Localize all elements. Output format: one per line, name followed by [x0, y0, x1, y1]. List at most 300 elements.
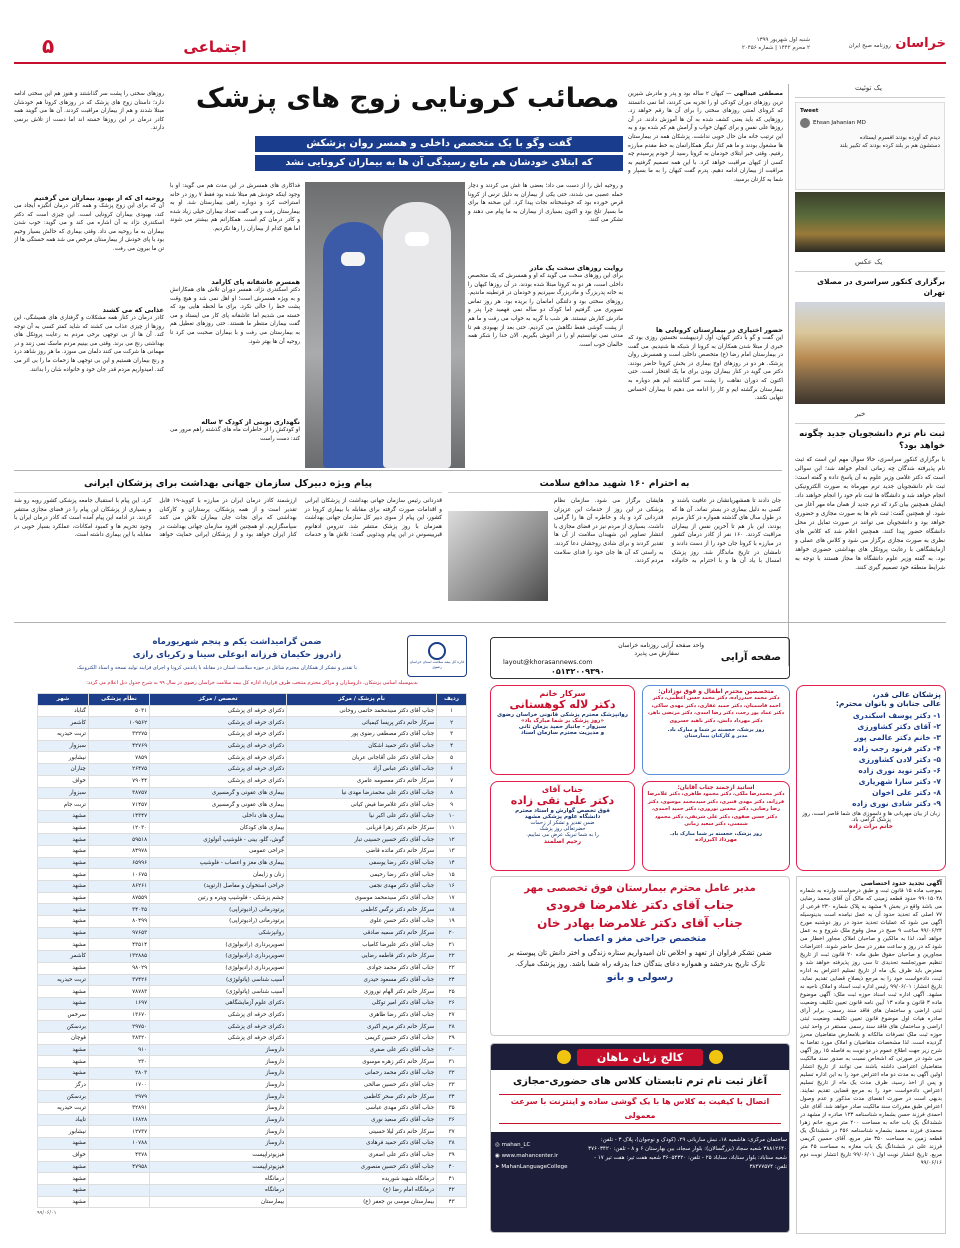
ad5-name: ۶- دکتر نوید نوری زاده [858, 766, 941, 775]
table-cell: ۱۰۷۸۸ [88, 1138, 149, 1150]
ad6-line3: جناب آقای دکتر غلامرضا بهادر خان [537, 916, 743, 930]
table-row [38, 962, 467, 974]
col4c-body: کادر درمان در کنار همه مشکلات و گرفتاری های همیشگی، این روزها از چیزی عذاب می کشند که شاید کمتر کسی به آن توجه کند. آن ها از بی توجهی برخی مردم به رعایت پروتکل های بهداشتی رنج می برند. وقتی می بینیم مردم ماسک نمی زنند و در مهمانی ها شرکت می کنند دلمان می سوزد. ما هر روز شاهد درد و رنج بیماران هستیم و این بی توجهی ها زحمات ما را بی اثر می کند. امیدواریم مردم قدر جان خود و خانواده شان را بدانند. [14, 315, 164, 373]
tweet-label: یک توئیت [795, 84, 945, 98]
table-cell: جناب آقای دکتر محمد جوادی [287, 962, 437, 974]
table-cell: نیشابور [38, 752, 89, 764]
table-cell: جناب آقای دکتر مسعود حیدری [287, 974, 437, 986]
mahan-brand: کالج زبان ماهان [577, 1049, 703, 1066]
article-title: مصائب کرونایی زوج های پزشک [195, 83, 620, 114]
ad4-body: دکتر محمدرضا ملکی، دکتر محمود طاهری، دکتر غلامرضا فرزانه، دکتر مهدی قنبری، دکتر سیدمحمد موسوی، دکتر رضا رضایی، دکتر محسن نوروزی، دکتر حمید احمدی، دکتر حسن صفوی، دکتر علی شریفی، دکتر محمود شمسی، دکتر سعید زمانی [647, 791, 785, 827]
table-header-cell: شهر [38, 694, 89, 706]
table-row [38, 904, 467, 916]
ad5-name: ۲- آقای دکتر کشاورزی [857, 722, 941, 731]
table-cell: ۳۷۴۲۶ [88, 974, 149, 986]
instagram-icon: ◎ [495, 1142, 502, 1148]
table-cell: سرکار خانم دکتر فاطمه رضایی [287, 951, 437, 963]
table-cell: ۲۱ [437, 939, 467, 951]
table-cell: ۳۲۸۹۱ [88, 1103, 149, 1115]
table-cell: درمانگاه [150, 1173, 287, 1185]
table-row [38, 729, 467, 741]
table-cell: تصویربرداری (رادیولوژی) [150, 951, 287, 963]
table-cell: سرکار خانم دکتر مریم اکبری [287, 1021, 437, 1033]
table-cell: جناب آقای دکتر عباس آزاد [287, 764, 437, 776]
table-header-cell: نام پزشک / مرکز [287, 694, 437, 706]
layout-ad-text-1: واحد صفحه آرایی روزنامه خراسان [618, 642, 704, 649]
table-cell: ۱۲۰۳۰ [88, 822, 149, 834]
table-row [38, 881, 467, 893]
ad3-line3: فوق تخصص گوارش و استاد محترم [515, 808, 610, 814]
table-cell: ۲۲ [437, 951, 467, 963]
table-cell: چناران [38, 764, 89, 776]
mask-2 [405, 232, 429, 246]
table-cell: ۳۸۳۲۰ [88, 1032, 149, 1044]
news-title: ثبت نام ترم دانشجویان جدید چگونه خواهد بود؟ [799, 429, 945, 451]
news-label: خبر [795, 410, 945, 424]
ad4-title: اساتید ارجمند جناب آقایان: [677, 785, 755, 791]
ad5-title-2: عالی جنابان و بانوان محترم: [835, 699, 941, 708]
table-cell: سرکار خانم دکتر لیلا حسینی [287, 1126, 437, 1138]
ad1-line6: و مدیریت محترم سازمان اسناد [520, 730, 605, 736]
table-cell: ۱۴ [437, 857, 467, 869]
table-cell: داروساز [150, 1056, 287, 1068]
layout-ad-phone: ۰۵۱۳۲۰۰۹۳۹۰ [551, 667, 605, 676]
photo-label: یک عکس [795, 258, 945, 272]
heading-1: حضور اختیاری در بیمارستان کرونایی ها [655, 326, 783, 334]
ad5-name: ۴- دکتر فرنود رجب زاده [853, 744, 941, 753]
table-cell: ۳۸ [437, 1138, 467, 1150]
table-cell: جناب آقای دکتر رضا طاهری [287, 1009, 437, 1021]
news-box-who [14, 476, 442, 614]
date-line-2: ۲ محرم ۱۴۴۲ | شماره ۲۰۴۵۶ [741, 45, 810, 51]
tweet-author [800, 118, 940, 128]
mahan-contact [491, 1132, 790, 1232]
table-cell: بردسکن [38, 1021, 89, 1033]
table-row [38, 717, 467, 729]
table-row [38, 1161, 467, 1173]
table-cell: دکترای حرفه ای پزشکی [150, 717, 287, 729]
table-cell: ۱۹ [437, 916, 467, 928]
ad3-line4: دانشگاه علوم پزشکی مشهد [524, 814, 601, 820]
table-cell: تربت جام [38, 799, 89, 811]
table-cell: ۲۶ [437, 997, 467, 1009]
table-cell: ۶۵۹۹۶ [88, 857, 149, 869]
table-cell: قوچان [38, 1032, 89, 1044]
table-header-cell: ردیف [437, 694, 467, 706]
table-cell: سرکار خانم دکتر زهرا قربانی [287, 822, 437, 834]
table-cell: ۲۴ [437, 974, 467, 986]
table-row [38, 1079, 467, 1091]
table-cell: مشهد [38, 881, 89, 893]
table-footer-code: ۹۹/۰۶/۰۱ [37, 1210, 57, 1217]
table-cell: جناب آقای دکتر حمید فرهادی [287, 1138, 437, 1150]
table-cell: ۳۳ [437, 1079, 467, 1091]
martyrs-photo [448, 511, 548, 601]
table-cell: داروساز [150, 1068, 287, 1080]
ad5-sign: خانم برات زاده [849, 823, 893, 830]
table-cell: جناب آقای دکتر سیدمحمد موسوی [287, 892, 437, 904]
table-row [38, 1103, 467, 1115]
news-box-martyrs [448, 476, 781, 614]
table-cell: ۲۶۴۷۵ [88, 764, 149, 776]
table-cell: ۴۷۹۵۸ [88, 1161, 149, 1173]
table-row [38, 916, 467, 928]
date-line: شنبه اول شهریور ۱۳۹۹ [756, 37, 810, 43]
table-cell: ۲۹ [437, 1032, 467, 1044]
tweet-card [795, 102, 945, 190]
layout-ad-title: صفحه آرایی [720, 652, 781, 663]
ad3-line6: حضرتعالی روز پزشک [539, 826, 586, 832]
table-cell: مشهد [38, 1173, 89, 1185]
table-cell: ۴۳ [437, 1196, 467, 1208]
ad1-line3: روانپزشک محترم پزشکی قانونی خراسان رضوی [497, 712, 628, 718]
table-cell: ۱۶۸۲۸ [88, 1114, 149, 1126]
table-row [38, 939, 467, 951]
table-row [38, 1149, 467, 1161]
mahan-web-1: mahan_LC [501, 1142, 531, 1148]
table-cell: مشهد [38, 1196, 89, 1208]
table-cell: ۱۳ [437, 845, 467, 857]
col1-body: کیهان ۲ ساله بود و پدر و مادرش شیرین ترین روزهای دوران کودکی او را تجربه می کردند، اما نمی دانستند که کرونای لعنتی روزهای سختی را برای آن ها رقم خواهد زد. روزهایی که باید یعنی کشف شده به آن ها آموزش دادند. در آن روزها علی نفس و برای کیهان خواب و آرامش هم کم شده بود و به این ترتیب خانه مان حال خوبی نداشت. پزشکان همه در بیمارستان ها مشغول بودند و ما هم کنار دیگر همکارانمان به خط مقدم مبارزه رفتیم. وقتی خبر ابتلای خودمان به کرونا رسید از خودم پرسیدم چه کسی از کیهان مراقبت خواهد کرد. با این همه تصمیم گرفتیم به مراقبت از بیماران ادامه دهیم. پدرم گفت کیهان را به ما بسپار و شما به کارتان برسید. [628, 91, 783, 183]
globe-icon: ◉ [495, 1153, 502, 1159]
table-cell: مشهد [38, 1056, 89, 1068]
ad5-title: پزشکان عالی قدر، [872, 690, 941, 699]
table-cell: جناب آقای دکتر علی اصغری [287, 1149, 437, 1161]
table-cell: ۳۵ [437, 1103, 467, 1115]
table-cell: درگز [38, 1079, 89, 1091]
table-cell: ۹۷۶۵۳ [88, 927, 149, 939]
ad6-line1: مدیر عامل محترم بیمارستان فوق تخصصی مهر [524, 883, 756, 894]
table-cell: بیمارستان موسی بن جعفر (ع) [287, 1196, 437, 1208]
table-cell: جناب آقای دکتر علی آقاجانی عربان [287, 752, 437, 764]
ad-pediatrics [642, 685, 790, 775]
table-row [38, 810, 467, 822]
newspaper-name: خراسان [895, 36, 946, 51]
table-cell: گوش، گلو، بینی - فلوشیپ آتولوژی [150, 834, 287, 846]
ad5-name: ۸- دکتر علی اخوان [872, 788, 941, 797]
table-cell: سرکار خانم دکتر پریسا کیمیائی [287, 717, 437, 729]
table-cell: ۶ [437, 764, 467, 776]
table-cell: مشهد [38, 916, 89, 928]
table-row [38, 1114, 467, 1126]
table-cell: دکترای حرفه ای پزشکی [150, 705, 287, 717]
table-row [38, 1091, 467, 1103]
ad3-line2: دکتر علی تقی زاده [510, 794, 615, 807]
page-header [0, 0, 960, 70]
table-cell: جناب آقای دکتر مهدی نجفی [287, 881, 437, 893]
heading-4: روحیه ای که از بهبود بیماران می گرفتیم [33, 194, 164, 202]
table-cell: مشهد [38, 962, 89, 974]
table-row [38, 1009, 467, 1021]
table-row [38, 740, 467, 752]
col4-body: روزهای سختی را پشت سر گذاشتند و هنوز هم این سختی ادامه دارد؛ داستان زوج های پزشک که در روزهای کرونا هم خودشان مبتلا شدند و هم از بیماران مراقبت کردند. آن ها می گویند همه کادر درمان در این روزها خسته اند اما دست از تلاش برنمی دارند. [14, 91, 164, 132]
table-cell: ۷۹۰۴۴ [88, 775, 149, 787]
table-cell: پرتودرمانی (رادیوتراپی) [150, 904, 287, 916]
table-cell: داروساز [150, 1044, 287, 1056]
who-body: قدردانی رئیس سازمان جهانی بهداشت از پزشکان ایرانی و اقدامات صورت گرفته برای مقابله با بیماری کرونا در کشور، این پیام از سوی دبیر کل سازمان جهانی بهداشت همزمان با روز پزشک منتشر شد. تدروس ادهانوم قبرییسوس در این پیام ویدئویی گفت: تلاش ها و خدمات ارزشمند کادر درمان ایران در مبارزه با کووید-۱۹ قابل تقدیر است و از همه پزشکان، پرستاران و کارکنان بهداشتی که برای نجات جان بیماران تلاش می کنند سپاسگزاریم. او همچنین افزود سازمان جهانی بهداشت در کنار ایران خواهد بود و از پزشکان ایرانی حمایت خواهد کرد. این پیام با استقبال جامعه پزشکی کشور روبه رو شد و بسیاری از پزشکان این پیام را در فضای مجازی منتشر کردند. در ادامه این پیام آمده است که کادر درمان ایران با وجود تحریم ها و کمبود امکانات، عملکرد بسیار خوبی در مقابله با این بیماری داشته است. [14, 498, 442, 539]
ad-eskandari [796, 685, 946, 871]
table-row [38, 892, 467, 904]
table-cell: ۸ [437, 787, 467, 799]
exam-photo [795, 302, 945, 404]
article-photo [305, 182, 465, 468]
table-cell: جناب آقای دکتر غلامرضا فیض کیانی [287, 799, 437, 811]
table-cell: ۱۷۰۰ [88, 1079, 149, 1091]
table-cell: ۲۳ [437, 962, 467, 974]
table-cell: جناب آقای دکتر علی اکبر نیا [287, 810, 437, 822]
table-cell: ۲۳۰ [88, 1056, 149, 1068]
table-cell: سرکار خانم دکتر معصومه عامری [287, 775, 437, 787]
martyrs-title: به احترام ۱۶۰ شهید مدافع سلامت [448, 476, 781, 493]
mahan-socials [495, 1140, 585, 1173]
ad-professors [642, 781, 790, 871]
table-cell: ۸۷۵۵۹ [88, 892, 149, 904]
table-row [38, 997, 467, 1009]
table-cell: مشهد [38, 1044, 89, 1056]
table-row [38, 822, 467, 834]
table-ad-sub-2: بدینوسیله اسامی پزشکان، داروسازان و مراکز محترم منتخب طرف قرارداد اداره کل بیمه سلامت خراسان رضوی در سال ۹۹ به شرح جدول ذیل اعلام می گردد: [86, 680, 418, 686]
table-cell: جناب آقای دکتر رضا یوسفی [287, 857, 437, 869]
table-cell: خواف [38, 1149, 89, 1161]
ad3-line5: ضمن تقدیر و تشکر از زحمات [530, 820, 595, 826]
table-row [38, 857, 467, 869]
col2b-body: برای این روزهای سخت می گوید که او و همسرش که یک متخصص داخلی است، هر دو به کرونا مبتلا شده بودند. در آن روزها کیهان را به خانه پدربزرگ و مادربزرگ سپردیم و خودمان در قرنطینه ماندیم. روزهای سختی بود و دلتنگی امانمان را بریده بود. هر روز تماس تصویری می گرفتیم اما کودک دو ساله نمی فهمید چرا پدر و مادرش کنارش نیستند. هر شب با گریه به خواب می رفت و ما هم از پشت گوشی فقط نگاهش می کردیم. حتی بعد از بهبودی هم تا مدتی نمی توانستیم او را در آغوش بگیریم. الان خدا را شکر همه حالمان خوب است. [468, 273, 623, 348]
table-cell: ۱۷ [437, 892, 467, 904]
mahan-logo-icon-2 [557, 1050, 571, 1064]
col3b-body: دکتر اسکندری نژاد، همسر دوران تلاش های همکارانش و به ویژه همسرش است؛ او اهل نمی شد و هیچ وقت پشت خط را خالی نکرد. برای ما لحظه هایی بود که خسته می شدیم اما عاشقانه پای کار می ایستاد و می گفت بیماران منتظر ما هستند. حتی روزهای تعطیل هم به بیمارستان می رفت و با بیماران صحبت می کرد تا روحیه آن ها بهتر شود. [170, 287, 300, 345]
table-row [38, 1196, 467, 1208]
table-cell: مشهد [38, 997, 89, 1009]
doctors-table [37, 693, 467, 1208]
article-col-4 [14, 90, 164, 465]
table-cell: جناب آقای دکتر حسن علوی [287, 916, 437, 928]
photo-caption: برگزاری کنکور سراسری در مصلای تهران [817, 277, 945, 297]
ad2-sign: مدیر و کارکنان بیمارستان [684, 733, 748, 739]
ad3-line1: جناب آقای [541, 785, 584, 794]
ad-kouhestani [490, 685, 635, 775]
article-col-1 [628, 90, 783, 465]
table-cell: ۹۸۰۲۹ [88, 962, 149, 974]
table-cell: سرخس [38, 1009, 89, 1021]
avatar-icon [800, 118, 810, 128]
ad6-line4: متخصص جراحی مغز و اعصاب [573, 934, 707, 944]
col1-text: مصطفی عبدالهی — کیهان ۲ ساله بود و پدر و مادرش شیرین ترین روزهای دوران کودکی او را تجربه می کردند، اما نمی دانستند که کرونای لعنتی روزهای سختی را برای آن ها رقم خواهد زد. روزهایی که باید یعنی کشف شده به آن ها آموزش دادند. در آن روزها علی نفس و برای کیهان خواب و آرامش هم کم شده بود و به این ترتیب خانه مان حال خوبی نداشت. پزشکان همه در بیمارستان ها مشغول بودند و ما هم کنار دیگر همکارانمان به خط مقدم مبارزه رفتیم. وقتی خبر ابتلای خودمان به کرونا رسید از خودم پرسیدم چه کسی از کیهان مراقبت خواهد کرد. با این همه تصمیم گرفتیم به مراقبت از بیماران ادامه دهیم. پدرم گفت کیهان را به ما بسپار و شما به کارتان برسید. [628, 91, 783, 183]
table-cell: داروساز [150, 1126, 287, 1138]
layout-ad-email: layout@khorasannews.com [503, 658, 593, 666]
table-cell: ۱۳۲۸۸۵ [88, 951, 149, 963]
mahan-line2: اتصال با کیفیت به کلاس ها با یک گوشی ساده و اینترنت با سرعت معمولی [499, 1094, 781, 1124]
ad3-line7: را به شما تبریک عرض می نماییم. [526, 832, 599, 838]
table-cell: دکترای حرفه ای پزشکی [150, 1032, 287, 1044]
table-cell: ۵۹۵۱۸ [88, 834, 149, 846]
table-cell: ۱۱ [437, 822, 467, 834]
table-row [38, 764, 467, 776]
table-cell: ۳۱ [437, 1056, 467, 1068]
table-header-cell: تخصص / مرکز [150, 694, 287, 706]
ads-top-rule [14, 622, 946, 623]
mahan-logo-icon [709, 1050, 723, 1064]
table-cell: کاشمر [38, 951, 89, 963]
table-cell: ۸۶۲۶۱ [88, 881, 149, 893]
health-insurance-logo [407, 635, 467, 677]
table-cell: ۴۳۷۸ [88, 1149, 149, 1161]
ad5-name: ۱- دکتر یوسف اسکندری [852, 711, 941, 720]
col1b-body: این گفت و گو با دکتر کیهان، اول اردیبهشت نخستین روزی بود که خبری از مبتلا شدن همکاران به کرونا از شبکه ها شنیدیم. می گفت در بیمارستان امام رضا (ع) متخصص داخلی است و همسرش روان پزشک. هر دو در روزهای اوج بیماری در بخش کرونا حاضر بودند. دکتر می گوید در کنار بیماران بودن برای ما یک افتخار است. حتی اکنون که دوران نقاهت را پشت سر گذاشته ایم هم دوباره به بیمارستان برگشته ایم و کار را ادامه می دهیم تا بیماران احساس تنهایی نکنند. [628, 335, 783, 402]
logo-text: اداره کل بیمه سلامت استان خراسان رضوی [409, 660, 465, 669]
table-cell: جناب آقای دکتر رضا رحیمی [287, 869, 437, 881]
table-cell: داروساز [150, 1091, 287, 1103]
table-row [38, 927, 467, 939]
table-cell: دکترای حرفه ای پزشکی [150, 729, 287, 741]
table-cell: ۷۸۷۸۳ [88, 986, 149, 998]
table-cell: تربت حیدریه [38, 729, 89, 741]
table-cell: داروساز [150, 1103, 287, 1115]
heading-6: نگهداری نوبتی از کودک ۲ ساله [201, 418, 300, 426]
table-cell [88, 1196, 149, 1208]
table-cell: مشهد [38, 927, 89, 939]
mahan-web-2: www.mahancenter.ir [501, 1153, 559, 1159]
col4b-body: آن که برای این زوج پزشک و همه کادر درمان انگیزه ایجاد می کند، بهبودی بیماران کرونایی است. این چیزی است که دکتر اسکندری نژاد به آن اشاره می کند و می گوید: خوب شدن بیماران به ما روحیه می داد. وقتی بیماری که حالش بسیار وخیم بود با پای خودش از بیمارستان مرخص می شد همه خستگی ها از تن ما بیرون می رفت. [14, 203, 164, 252]
table-cell: ۹ [437, 799, 467, 811]
table-cell: ۷۸۵۹ [88, 752, 149, 764]
table-cell: ۱۸ [437, 904, 467, 916]
table-cell: مشهد [38, 986, 89, 998]
classifieds-title: آگهی تجدید حدود اختصاصی [860, 880, 942, 887]
table-cell: دکترای حرفه ای پزشکی [150, 775, 287, 787]
table-cell: سرکار خانم دکتر مائده قاضی [287, 845, 437, 857]
col3-body: فداکاری های همسرش در این مدت هم می گوید: او با وجود اینکه خودش هم مبتلا شده بود فقط ۷ روز در خانه استراحت کرد و دوباره راهی بیمارستان شد. او به بیمارستان رفت و می گفت تعداد بیماران خیلی زیاد شده و کادر درمان کم است. همکارانم هم بیشتر می شوند اما هیچ کدام از بیماران را رها نکردیم. [170, 183, 300, 232]
classifieds [796, 876, 946, 1234]
article-byline: مصطفی عبدالهی [733, 91, 783, 97]
ad5-name: ۵- دکتر لادن کشاورزی [858, 755, 941, 764]
table-row [38, 986, 467, 998]
table-cell: بیمارستان [150, 1196, 287, 1208]
table-cell: تصویربرداری (رادیولوژی) [150, 939, 287, 951]
mask-1 [341, 252, 365, 266]
heading-5: عذابی که می کشند [102, 306, 164, 314]
table-cell: ۳۴۰۳۵ [88, 904, 149, 916]
table-cell: دکترای حرفه ای پزشکی [150, 752, 287, 764]
table-cell: ۵ [437, 752, 467, 764]
table-cell: ۱۲ [437, 834, 467, 846]
ad1-line5: سبزوار - جانباز حمید بزمان ثانی [518, 724, 607, 730]
mahan-line1: آغاز ثبت نام ترم تابستان کلاس های حضوری-مجازی [512, 1076, 768, 1087]
table-cell: ۳۸۷۵۷ [88, 787, 149, 799]
table-cell: تربت حیدریه [38, 974, 89, 986]
table-cell: آسیب شناسی (پاتولوژی) [150, 974, 287, 986]
table-cell: گناباد [38, 705, 89, 717]
table-row [38, 1138, 467, 1150]
ad1-line2: دکتر لاله کوهستانی [509, 698, 616, 711]
article-bottom-rule [14, 470, 782, 471]
table-cell: جناب آقای دکتر محمد رحمانی [287, 1068, 437, 1080]
heading-2: روایت روزهای سخت یک مادر [529, 264, 623, 272]
ad5-footer: زبان از بیان مهربانی ها و دلسوزی های شما قاصر است، روز پزشک گرامی باد. [802, 811, 940, 823]
tweet-handle: Tweet [800, 108, 819, 114]
table-cell: بیماری های مغز و اعصاب - فلوشیپ [150, 857, 287, 869]
table-cell: سرکار خانم دکتر سمیه صادقی [287, 927, 437, 939]
table-cell: ۸۴۹۷۸ [88, 845, 149, 857]
ad6-body: ضمن تشکر فراوان از تعهد و اخلاص تان امیدواریم ستاره زندگی و اختر دانش تان پیوسته بر تارک تاریخ بدرخشد و همواره دعای بندگان خدا بدرقه راه شما باشد. روز پزشک مبارک. [508, 949, 772, 968]
table-cell: مشهد [38, 869, 89, 881]
table-cell: ۳۶ [437, 1114, 467, 1126]
table-row [38, 1068, 467, 1080]
table-cell: ۱۲۷۳۷ [88, 1126, 149, 1138]
table-cell: مشهد [38, 822, 89, 834]
table-cell: تایباد [38, 1114, 89, 1126]
table-cell: مشهد [38, 892, 89, 904]
table-cell: ۱۵ [437, 869, 467, 881]
table-cell: ۳ [437, 729, 467, 741]
table-cell [88, 1184, 149, 1196]
table-cell: آسیب شناسی (پاتولوژی) [150, 986, 287, 998]
table-cell: جراحی عمومی [150, 845, 287, 857]
tweet-photo [795, 192, 945, 252]
table-cell: جناب آقای دکتر امیر توکلی [287, 997, 437, 1009]
ad4-sign: مهرداد اکبرزاده [695, 836, 737, 843]
table-cell: جناب آقای دکتر مصطفی رضوی پور [287, 729, 437, 741]
table-cell: فیزیوتراپیست [150, 1149, 287, 1161]
table-cell: ۳۰ [437, 1044, 467, 1056]
logo-icon [428, 642, 446, 660]
martyrs-body: جان دادند تا همشهریانشان در عافیت باشند و کسی به دلیل بیماری در بستر نماند. آن ها که در طول سال های گذشته همواره در کنار مردم بودند، این بار هم تا آخرین نفس از بیماران مراقبت کردند. ۱۶۰ نفر از کادر درمان کشور در مبارزه با کرونا جان خود را از دست دادند و نامشان در تاریخ ماندگار شد. روز پزشک امسال با یاد آن ها و با احترام به خانواده هایشان برگزار می شود. سازمان نظام پزشکی در این روز از خدمات این عزیزان قدردانی کرد و یاد و خاطره آن ها را گرامی داشت. بسیاری از مردم نیز در فضای مجازی با انتشار تصاویر این شهیدان سلامت از آن ها تقدیر کردند و برای شادی روحشان دعا کردند. به راستی که آن ها جان خود را فدای سلامت مردم کردند. [554, 498, 781, 565]
table-cell: بیماری های عفونی و گرمسیری [150, 787, 287, 799]
table-cell: مشهد [38, 904, 89, 916]
table-cell: روانپزشکی [150, 927, 287, 939]
table-cell: جناب آقای دکتر سعید نوری [287, 1114, 437, 1126]
table-ad-header [37, 635, 467, 693]
ad5-name: ۷- دکتر سارا شهریاری [858, 777, 941, 786]
table-cell: کاشمر [38, 717, 89, 729]
table-cell: ۲۵ [437, 986, 467, 998]
table-cell: جراحی استخوان و مفاصل (ارتوپد) [150, 881, 287, 893]
table-cell: دکترای حرفه ای پزشکی [150, 740, 287, 752]
table-cell: ۳۴ [437, 1091, 467, 1103]
table-row [38, 1126, 467, 1138]
ad5-name: ۹- دکتر شادی نوری زاده [852, 799, 941, 808]
table-cell: نیشابور [38, 1126, 89, 1138]
ad-mahan-college [490, 1043, 790, 1233]
ad2-body: دکتر محمد حیدرزاده، دکتر محمد حسن اعظمی، دکتر احمد قاسمیان، دکتر حمید غفاری، دکتر مهدی ساکی، دکتر عماد پور رجب، دکتر رضا اسدی، دکتر مرتضی باهر، دکتر مهرداد دانش، دکتر ناهید خسروی [647, 695, 785, 724]
table-cell: جناب آقای دکتر مهدی عباسی [287, 1103, 437, 1115]
table-cell: ۴ [437, 740, 467, 752]
ad2-title: متخصصین محترم اطفال و قوق نوزادان: [658, 689, 774, 695]
table-cell: سرکار خانم دکتر زهره موسوی [287, 1056, 437, 1068]
table-ad-title-2: زادروز حکیمان فرزانه ابوعلی سینا و زکریای رازی [132, 650, 342, 660]
table-cell: جناب آقای دکتر علی محمدرضا مهدی نیا [287, 787, 437, 799]
table-cell: داروساز [150, 1138, 287, 1150]
table-cell: سرکار خانم دکتر الهام نوروزی [287, 986, 437, 998]
table-cell: چشم پزشکی - فلوشیپ ویتره و رتین [150, 892, 287, 904]
table-cell: ۴۲۷۶۹ [88, 740, 149, 752]
ad1-line4: «روز پزشک بر شما مبارک باد» [520, 718, 605, 724]
who-title: پیام ویژه دبیرکل سازمان جهانی بهداشت برای پزشکان ایرانی [14, 476, 442, 493]
mahan-web-3: MahanLanguageCollege [501, 1164, 568, 1170]
table-ad-title: ضمن گرامیداشت یکم و پنجم شهریورماه [152, 637, 322, 647]
table-cell: تربت حیدریه [38, 1103, 89, 1115]
newspaper-subtitle: روزنامه صبح ایران [848, 43, 891, 49]
table-cell: ۱۶۹۷ [88, 997, 149, 1009]
table-row [38, 775, 467, 787]
table-cell: ۴۲ [437, 1184, 467, 1196]
table-cell: ۴۱ [437, 1173, 467, 1185]
table-cell: ۱۰۶۷۵ [88, 869, 149, 881]
ad6-line2: جناب آقای دکتر غلامرضا فرودی [545, 898, 735, 912]
table-cell: مشهد [38, 857, 89, 869]
table-cell: ۳۲ [437, 1068, 467, 1080]
table-cell: ۲۸ [437, 1021, 467, 1033]
table-cell: درمانگاه شهید شوریده [287, 1173, 437, 1185]
